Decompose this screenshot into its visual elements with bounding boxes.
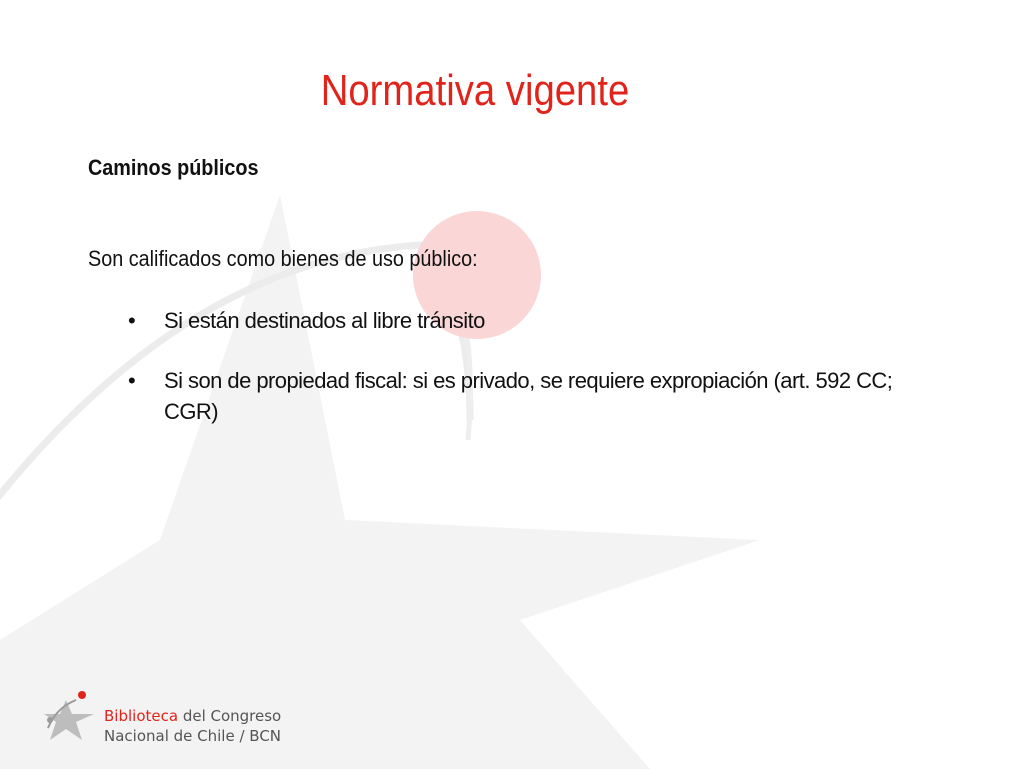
bullet-text: Si están destinados al libre tránsito: [164, 308, 485, 333]
bullet-list: [88, 305, 938, 456]
logo-accent-text: Biblioteca: [104, 707, 179, 725]
bcn-logo: [42, 688, 292, 748]
bcn-star-logo-icon: [42, 688, 98, 744]
bullet-icon: •: [128, 308, 136, 333]
bullet-text: Si son de propiedad fiscal: si es privado, se requiere expropiación (art. 592 CC; CGR): [164, 368, 893, 424]
logo-line-1: [104, 706, 281, 726]
logo-line-2: Nacional de Chile / BCN: [104, 727, 282, 745]
section-heading: Caminos públicos: [88, 155, 259, 180]
logo-text: [104, 706, 281, 746]
intro-text: Son calificados como bienes de uso público:: [88, 246, 478, 271]
bullet-item: [88, 305, 938, 336]
logo-line-1-rest: del Congreso: [178, 707, 282, 725]
bullet-icon: •: [128, 368, 136, 393]
bullet-item: [88, 365, 938, 427]
slide-title: Normativa vigente: [320, 66, 630, 115]
